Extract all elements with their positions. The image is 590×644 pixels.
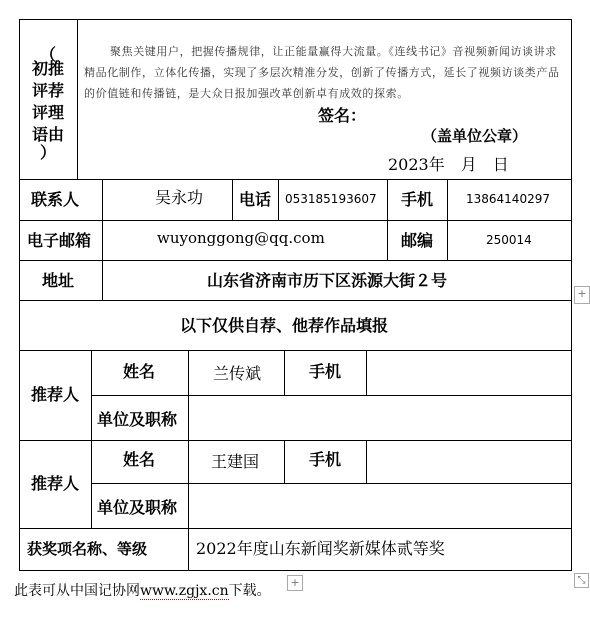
review-label-char: 评理 — [31, 103, 64, 122]
phone-value: 053185193607 — [285, 192, 377, 206]
phone-label: 电话 — [239, 190, 272, 209]
recommender-label: 推荐人 — [31, 385, 80, 404]
recommender-mobile-label: 手机 — [309, 362, 342, 381]
address-label: 地址 — [42, 271, 75, 290]
recommender-name-value: 王建国 — [211, 452, 260, 471]
recommender-name-value: 兰传斌 — [213, 364, 262, 383]
review-label-char: 语由 — [31, 125, 64, 144]
section-note: 以下仅供自荐、他荐作品填报 — [180, 316, 389, 335]
recommender-mobile-label: 手机 — [309, 450, 342, 469]
recommender-unit-label: 单位及职称 — [97, 498, 178, 517]
contact-value: 吴永功 — [155, 188, 204, 207]
add-row-handle-icon[interactable]: + — [287, 575, 303, 591]
award-value: 2022年度山东新闻奖新媒体贰等奖 — [196, 539, 445, 558]
footer-suffix: 下载。 — [228, 583, 271, 599]
download-link[interactable]: www.zgjx.cn — [140, 583, 229, 599]
review-label-char: 初推 — [31, 59, 64, 78]
address-value: 山东省济南市历下区泺源大街２号 — [207, 271, 448, 290]
review-label-char: 评荐 — [31, 81, 64, 100]
postcode-label: 邮编 — [401, 231, 434, 250]
mobile-value: 13864140297 — [466, 192, 550, 206]
postcode-value: 250014 — [486, 233, 532, 247]
recommender-label: 推荐人 — [31, 474, 80, 493]
recommender-name-label: 姓名 — [123, 450, 156, 469]
review-paragraph: 聚焦关键用户，把握传播规律，让正能量赢得大流量。《连线书记》音视频新闻访谈讲求精品化制作，立体化传播，实现了多层次精准分发，创新了传播方式，延长了视频访谈类产品的价值链和传播链，是大众日报加强改革创新卓有成效的探索。 — [84, 45, 560, 100]
award-label: 获奖项名称、等级 — [27, 540, 148, 558]
stamp-label: （盖单位公章） — [422, 127, 528, 145]
review-label-char: ） — [39, 143, 56, 162]
review-label-char: （ — [39, 45, 56, 64]
mobile-label: 手机 — [401, 190, 434, 209]
sign-label: 签名： — [318, 106, 367, 125]
table-resize-handle-icon[interactable]: ⤡ — [574, 573, 589, 588]
email-label: 电子邮箱 — [27, 231, 92, 250]
recommender-name-label: 姓名 — [123, 362, 156, 381]
footer-prefix: 此表可从中国记协网 — [14, 583, 140, 599]
add-column-handle-icon[interactable]: + — [574, 286, 590, 304]
date-text: 2023年 月 日 — [388, 155, 509, 174]
contact-label: 联系人 — [31, 190, 80, 209]
recommender-unit-label: 单位及职称 — [97, 410, 178, 429]
email-value: wuyonggong@qq.com — [157, 229, 325, 247]
footer-note — [14, 584, 271, 598]
